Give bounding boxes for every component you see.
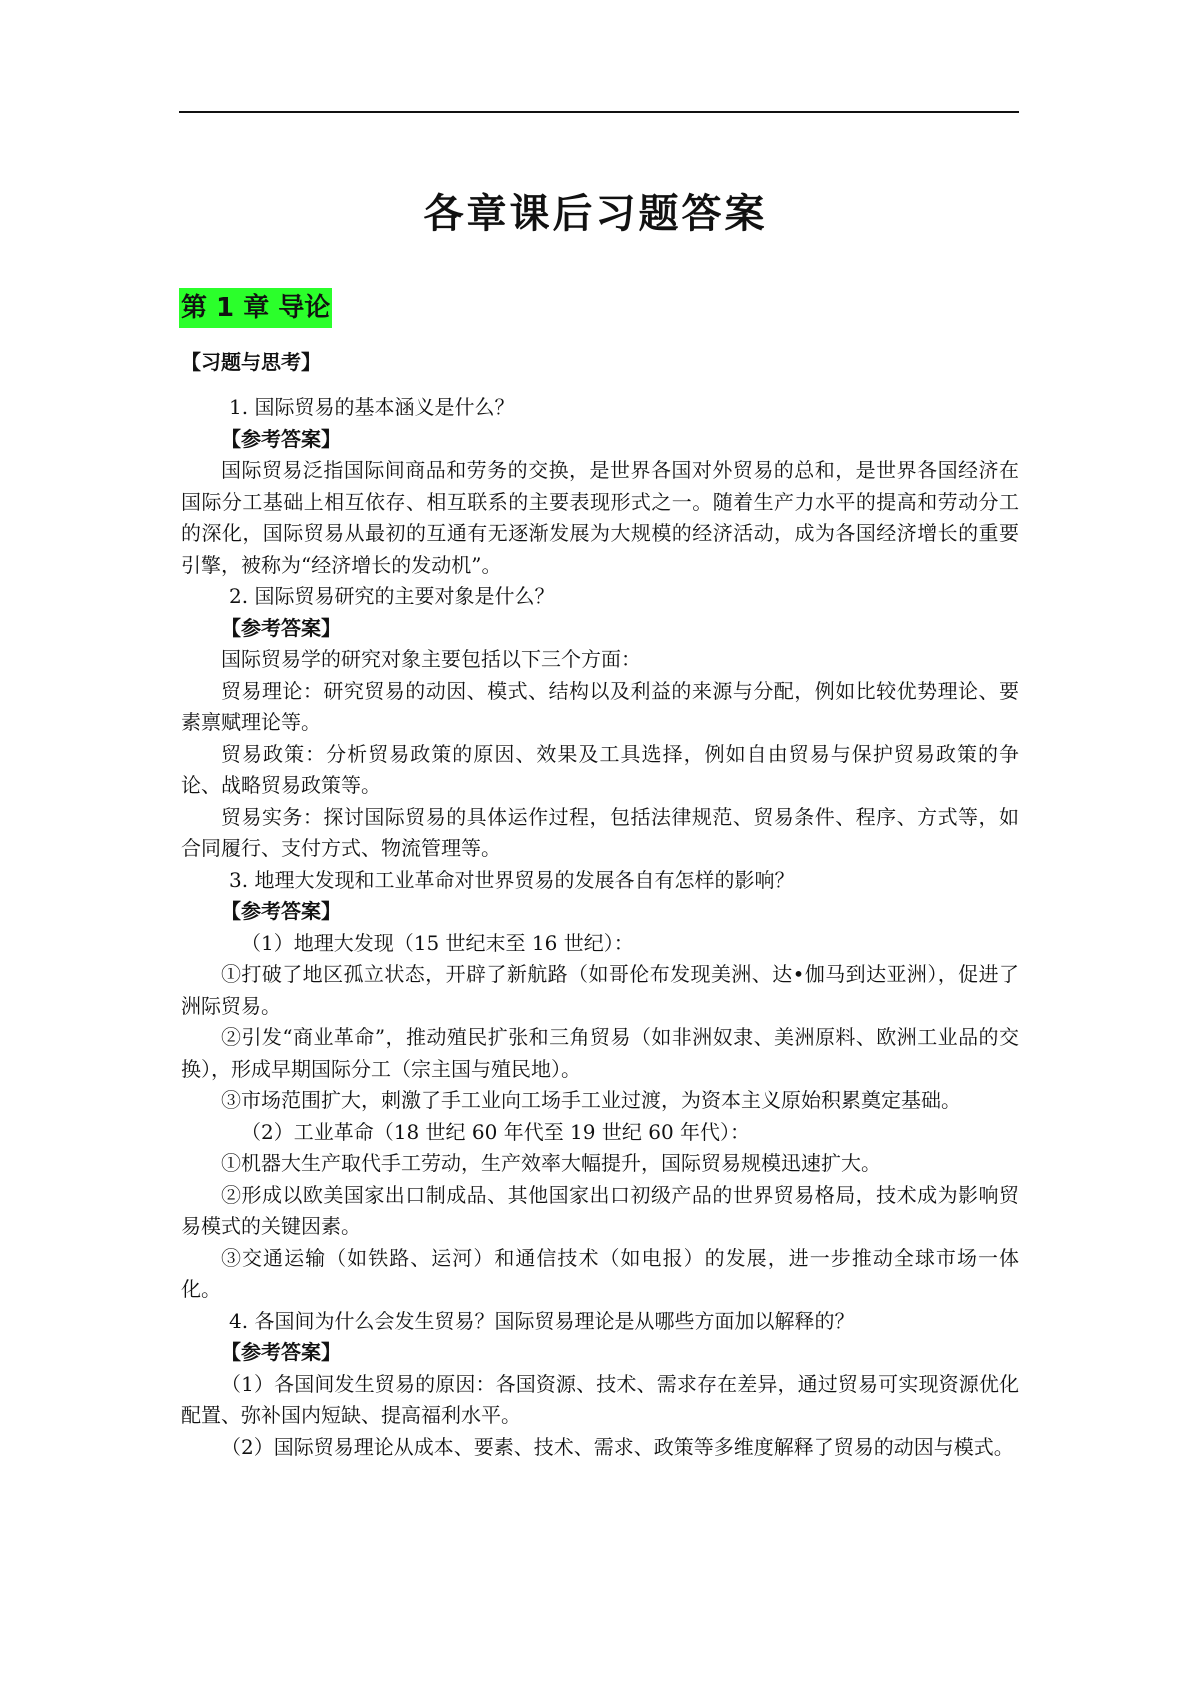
answer-3-part1-item: ③市场范围扩大，刺激了手工业向工场手工业过渡，为资本主义原始积累奠定基础。 — [221, 1088, 961, 1112]
chapter-heading: 第 1 章 导论 — [179, 288, 332, 328]
section-heading: 【习题与思考】 — [181, 350, 321, 374]
answer-3-part1-item: ①打破了地区孤立状态，开辟了新航路（如哥伦布发现美洲、达•伽马到达亚洲），促进了洲际贸易。 — [181, 962, 1019, 1018]
answer-1-text: 国际贸易泛指国际间商品和劳务的交换，是世界各国对外贸易的总和，是世界各国经济在国际分工基础上相互依存、相互联系的主要表现形式之一。随着生产力水平的提高和劳动分工的深化，国际贸易从最初的互通有无逐渐发展为大规模的经济活动，成为各国经济增长的重要引擎，被称为“经济增长的发动机”。 — [181, 458, 1019, 577]
question-4: 4. 各国间为什么会发生贸易？国际贸易理论是从哪些方面加以解释的？ — [229, 1308, 855, 1333]
header-rule — [179, 111, 1019, 113]
answer-2-intro: 国际贸易学的研究对象主要包括以下三个方面： — [221, 647, 641, 671]
answer-3-part2-item: ①机器大生产取代手工劳动，生产效率大幅提升，国际贸易规模迅速扩大。 — [221, 1151, 881, 1175]
answer-3-part1-item: ②引发“商业革命”，推动殖民扩张和三角贸易（如非洲奴隶、美洲原料、欧洲工业品的交换），形成早期国际分工（宗主国与殖民地）。 — [181, 1025, 1019, 1081]
answer-3-part1-title: （1）地理大发现（15 世纪末至 16 世纪）： — [241, 930, 634, 955]
question-3: 3. 地理大发现和工业革命对世界贸易的发展各自有怎样的影响？ — [229, 867, 795, 892]
answer-4-item-1: （1）各国间发生贸易的原因：各国资源、技术、需求存在差异，通过贸易可实现资源优化配置、弥补国内短缺、提高福利水平。 — [181, 1371, 1019, 1427]
answer-3-part2-item: ②形成以欧美国家出口制成品、其他国家出口初级产品的世界贸易格局，技术成为影响贸易模式的关键因素。 — [181, 1182, 1019, 1238]
answer-label: 【参考答案】 — [221, 899, 341, 923]
document-body — [181, 392, 1019, 1463]
answer-3-part2-title: （2）工业革命（18 世纪 60 年代至 19 世纪 60 年代）： — [241, 1119, 751, 1144]
answer-4-item-2: （2）国际贸易理论从成本、要素、技术、需求、政策等多维度解释了贸易的动因与模式。 — [221, 1434, 1014, 1459]
question-1: 1. 国际贸易的基本涵义是什么？ — [229, 395, 515, 419]
answer-2-theory: 贸易理论：研究贸易的动因、模式、结构以及利益的来源与分配，例如比较优势理论、要素禀赋理论等。 — [181, 678, 1019, 734]
answer-3-part2-item: ③交通运输（如铁路、运河）和通信技术（如电报）的发展，进一步推动全球市场一体化。 — [181, 1245, 1019, 1301]
question-2: 2. 国际贸易研究的主要对象是什么？ — [229, 584, 555, 608]
answer-label: 【参考答案】 — [221, 615, 341, 640]
answer-label: 【参考答案】 — [221, 1340, 341, 1364]
answer-2-policy: 贸易政策：分析贸易政策的原因、效果及工具选择，例如自由贸易与保护贸易政策的争论、战略贸易政策等。 — [181, 741, 1019, 797]
answer-label: 【参考答案】 — [221, 426, 341, 451]
document-title: 各章课后习题答案 — [423, 191, 768, 237]
answer-2-practice: 贸易实务：探讨国际贸易的具体运作过程，包括法律规范、贸易条件、程序、方式等，如合同履行、支付方式、物流管理等。 — [181, 804, 1019, 860]
